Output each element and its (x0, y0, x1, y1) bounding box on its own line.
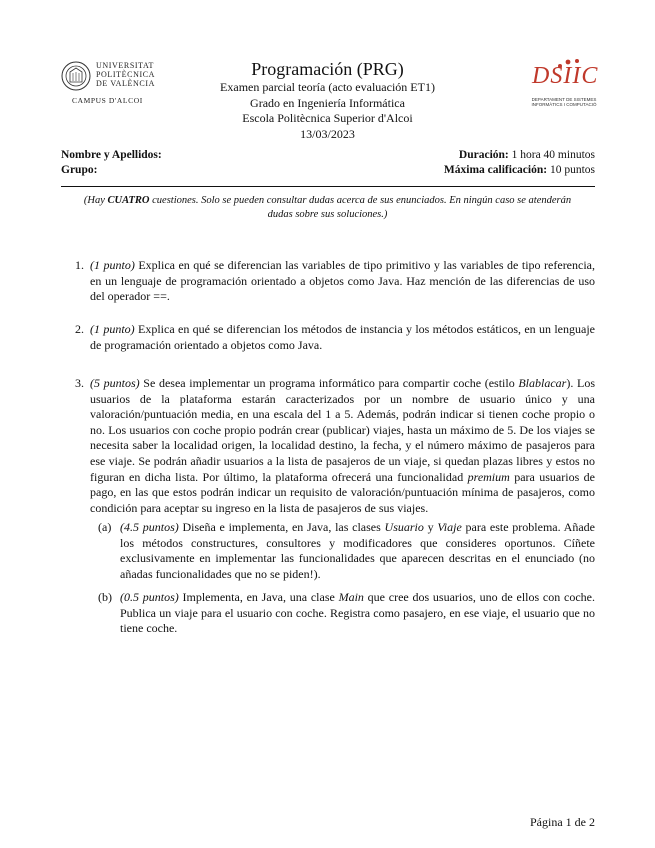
group-label: Grupo: (61, 164, 98, 176)
question-2 (75, 322, 595, 353)
course-title: Programación (PRG) (251, 59, 404, 79)
class-main: Main (338, 590, 364, 604)
class-usuario: Usuario (384, 520, 424, 534)
subquestion-text-a: Diseña e implementa, en Java, las clases (178, 520, 385, 534)
upv-line-1: UNIVERSITAT (96, 61, 154, 70)
question-points: (1 punto) (90, 258, 135, 272)
subquestion-body (120, 590, 595, 637)
class-viaje: Viaje (437, 520, 462, 534)
upv-logo (60, 58, 160, 108)
upv-line-2: POLITÈCNICA (96, 70, 156, 79)
question-number: 2. (75, 322, 84, 336)
instructions-note (75, 194, 580, 222)
name-label: Nombre y Apellidos: (61, 149, 162, 161)
question-body (90, 258, 595, 305)
subquestion-text-b: para este problema. Añade los métodos constructures, consultores y modificadores que consideres oportunos. Cíñete exclusivamente en implementar las funcionalidades que aparecen descritas en el enunciado (no añadas funcionalidades que no se piden!). (120, 520, 595, 581)
blablacar-term: Blablacar (518, 376, 567, 390)
page-number: Página 1 de 2 (530, 815, 595, 829)
school-name: Escola Politècnica Superior d'Alcoi (242, 111, 413, 125)
max-grade-value: 10 puntos (549, 164, 595, 176)
max-grade-label: Máxima calificación: (443, 164, 548, 176)
duration-value: 1 hora 40 minutos (511, 149, 595, 161)
dsic-sub-line-2: INFORMÀTICS I COMPUTACIÓ (531, 102, 597, 107)
subquestion-label: (b) (98, 590, 112, 604)
degree-name: Grado en Ingeniería Informática (250, 95, 405, 110)
question-points: (5 puntos) (90, 376, 140, 390)
header-divider (61, 186, 595, 187)
note-pre: (Hay (83, 195, 108, 206)
upv-seal-icon (60, 60, 92, 92)
note-bold: CUATRO (107, 195, 150, 206)
premium-term: premium (467, 469, 510, 484)
question-body (90, 322, 595, 353)
question-text: Explica en qué se diferencian los métodos de instancia y los métodos estáticos, en un lenguaje de programación orientado a objetos como Java. (90, 322, 595, 352)
subquestion-points: (4.5 puntos) (120, 520, 179, 534)
question-text: Explica en qué se diferencian las variables de tipo primitivo y las variables de tipo referencia, en un lenguaje de programación orientado a objetos como Java. Haz mención de las diferencias de uso del operador ==. (90, 258, 595, 304)
question-1 (75, 258, 595, 305)
upv-name (96, 61, 155, 88)
dsic-logo-text: DSIIC (532, 63, 599, 89)
subquestion-text-b: que cree dos usuarios, uno de ellos con coche. Publica un viaje para el usuario con coche. Registra como pasajero, en ese viaje, el usuario que no tiene coche. (120, 590, 595, 636)
question-text-part-a: Se desea implementar un programa informático para compartir coche (estilo (139, 376, 519, 390)
question-points: (1 punto) (90, 322, 135, 336)
question-body (90, 376, 595, 516)
max-grade (444, 163, 595, 178)
question-3 (75, 376, 595, 516)
duration (459, 148, 595, 163)
question-text-part-c: para usuarios de pago, en las que estos podrán indicar un requisito de valoración/puntuación mínima de pasajeros, como condición para aceptar su ingreso en la lista de pasajeros de sus viajes. (90, 469, 595, 515)
question-number: 1. (75, 258, 84, 272)
dsic-subtitle (528, 97, 600, 107)
subquestion-and: y (423, 520, 438, 534)
dsic-sub-line-1: DEPARTAMENT DE SISTEMES (531, 97, 597, 102)
question-number: 3. (75, 376, 84, 390)
subquestion-body (120, 520, 595, 582)
exam-date: 13/03/2023 (300, 126, 355, 141)
note-post: cuestiones. Solo se pueden consultar dudas acerca de sus enunciados. En ningún caso se atenderán dudas sobre sus soluciones.) (149, 195, 572, 220)
campus-name: CAMPUS D'ALCOI (72, 96, 143, 105)
exam-name: Examen parcial teoría (acto evaluación ET1) (220, 80, 435, 94)
subquestion-text-a: Implementa, en Java, una clase (178, 590, 339, 604)
question-text-part-b: ). Los usuarios de la plataforma estarán caracterizados por un nombre de usuario único y una valoración/puntuación media, en una escala del 1 a 5. Además, podrán indicar si tienen coche propio o no. Los usuarios con coche propio podrán crear (publicar) viajes, hasta un máximo de 5. De los viajes se necesita saber la localidad origen, la localidad destino, la fecha, y el número máximo de pasajeros para ese viaje. Se podrán añadir usuarios a la lista de pasajeros de un viaje, si quedan plazas libres y estos no figuran en dicha lista. Por último, la plataforma ofrecerá una funcionalidad (90, 376, 595, 484)
dsic-logo (524, 57, 604, 113)
subquestion-a (98, 520, 595, 582)
exam-title-block (160, 58, 495, 142)
upv-line-3: DE VALÈNCIA (96, 79, 155, 88)
subquestion-b (98, 590, 595, 637)
duration-label: Duración: (458, 149, 509, 161)
subquestion-points: (0.5 puntos) (120, 590, 179, 604)
subquestion-label: (a) (98, 520, 112, 534)
